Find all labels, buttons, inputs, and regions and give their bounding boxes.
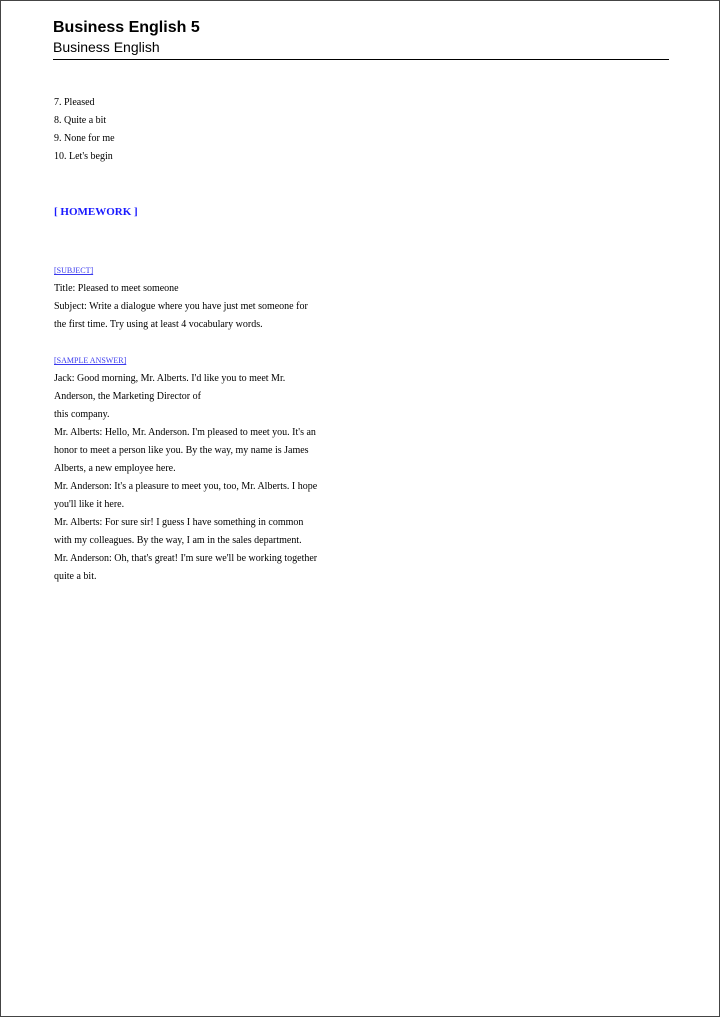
subject-label[interactable]: [SUBJECT] (54, 266, 94, 275)
sample-line: Alberts, a new employee here. (54, 463, 176, 474)
sample-line: Mr. Alberts: Hello, Mr. Anderson. I'm pleased to meet you. It's an (54, 427, 316, 438)
sample-line: Mr. Anderson: It's a pleasure to meet you, too, Mr. Alberts. I hope (54, 481, 318, 492)
sample-line: this company. (54, 409, 110, 420)
answer-item: 8. Quite a bit (54, 115, 107, 126)
sample-line: honor to meet a person like you. By the way, my name is James (54, 445, 309, 456)
homework-heading: [ HOMEWORK ] (54, 206, 138, 218)
sample-answer-text (54, 370, 354, 586)
subject-line: Subject: Write a dialogue where you have just met someone for (54, 301, 308, 312)
header-divider (53, 59, 669, 60)
sample-line: you'll like it here. (54, 499, 125, 510)
sample-line: Mr. Alberts: For sure sir! I guess I have something in common (54, 517, 304, 528)
document-body (54, 94, 354, 586)
sample-answer-label[interactable]: [SAMPLE ANSWER] (54, 356, 127, 365)
answer-item: 9. None for me (54, 133, 115, 144)
answer-item: 10. Let's begin (54, 151, 113, 162)
answer-item: 7. Pleased (54, 97, 95, 108)
document-subtitle: Business English (53, 39, 160, 55)
subject-line: Title: Pleased to meet someone (54, 283, 179, 294)
answer-list (54, 94, 354, 166)
sample-line: with my colleagues. By the way, I am in the sales department. (54, 535, 302, 546)
sample-line: quite a bit. (54, 571, 97, 582)
subject-line: the first time. Try using at least 4 vocabulary words. (54, 319, 263, 330)
sample-line: Jack: Good morning, Mr. Alberts. I'd like you to meet Mr. (54, 373, 286, 384)
document-title: Business English 5 (53, 19, 200, 36)
sample-line: Anderson, the Marketing Director of (54, 391, 201, 402)
subject-text (54, 280, 354, 334)
sample-line: Mr. Anderson: Oh, that's great! I'm sure we'll be working together (54, 553, 318, 564)
